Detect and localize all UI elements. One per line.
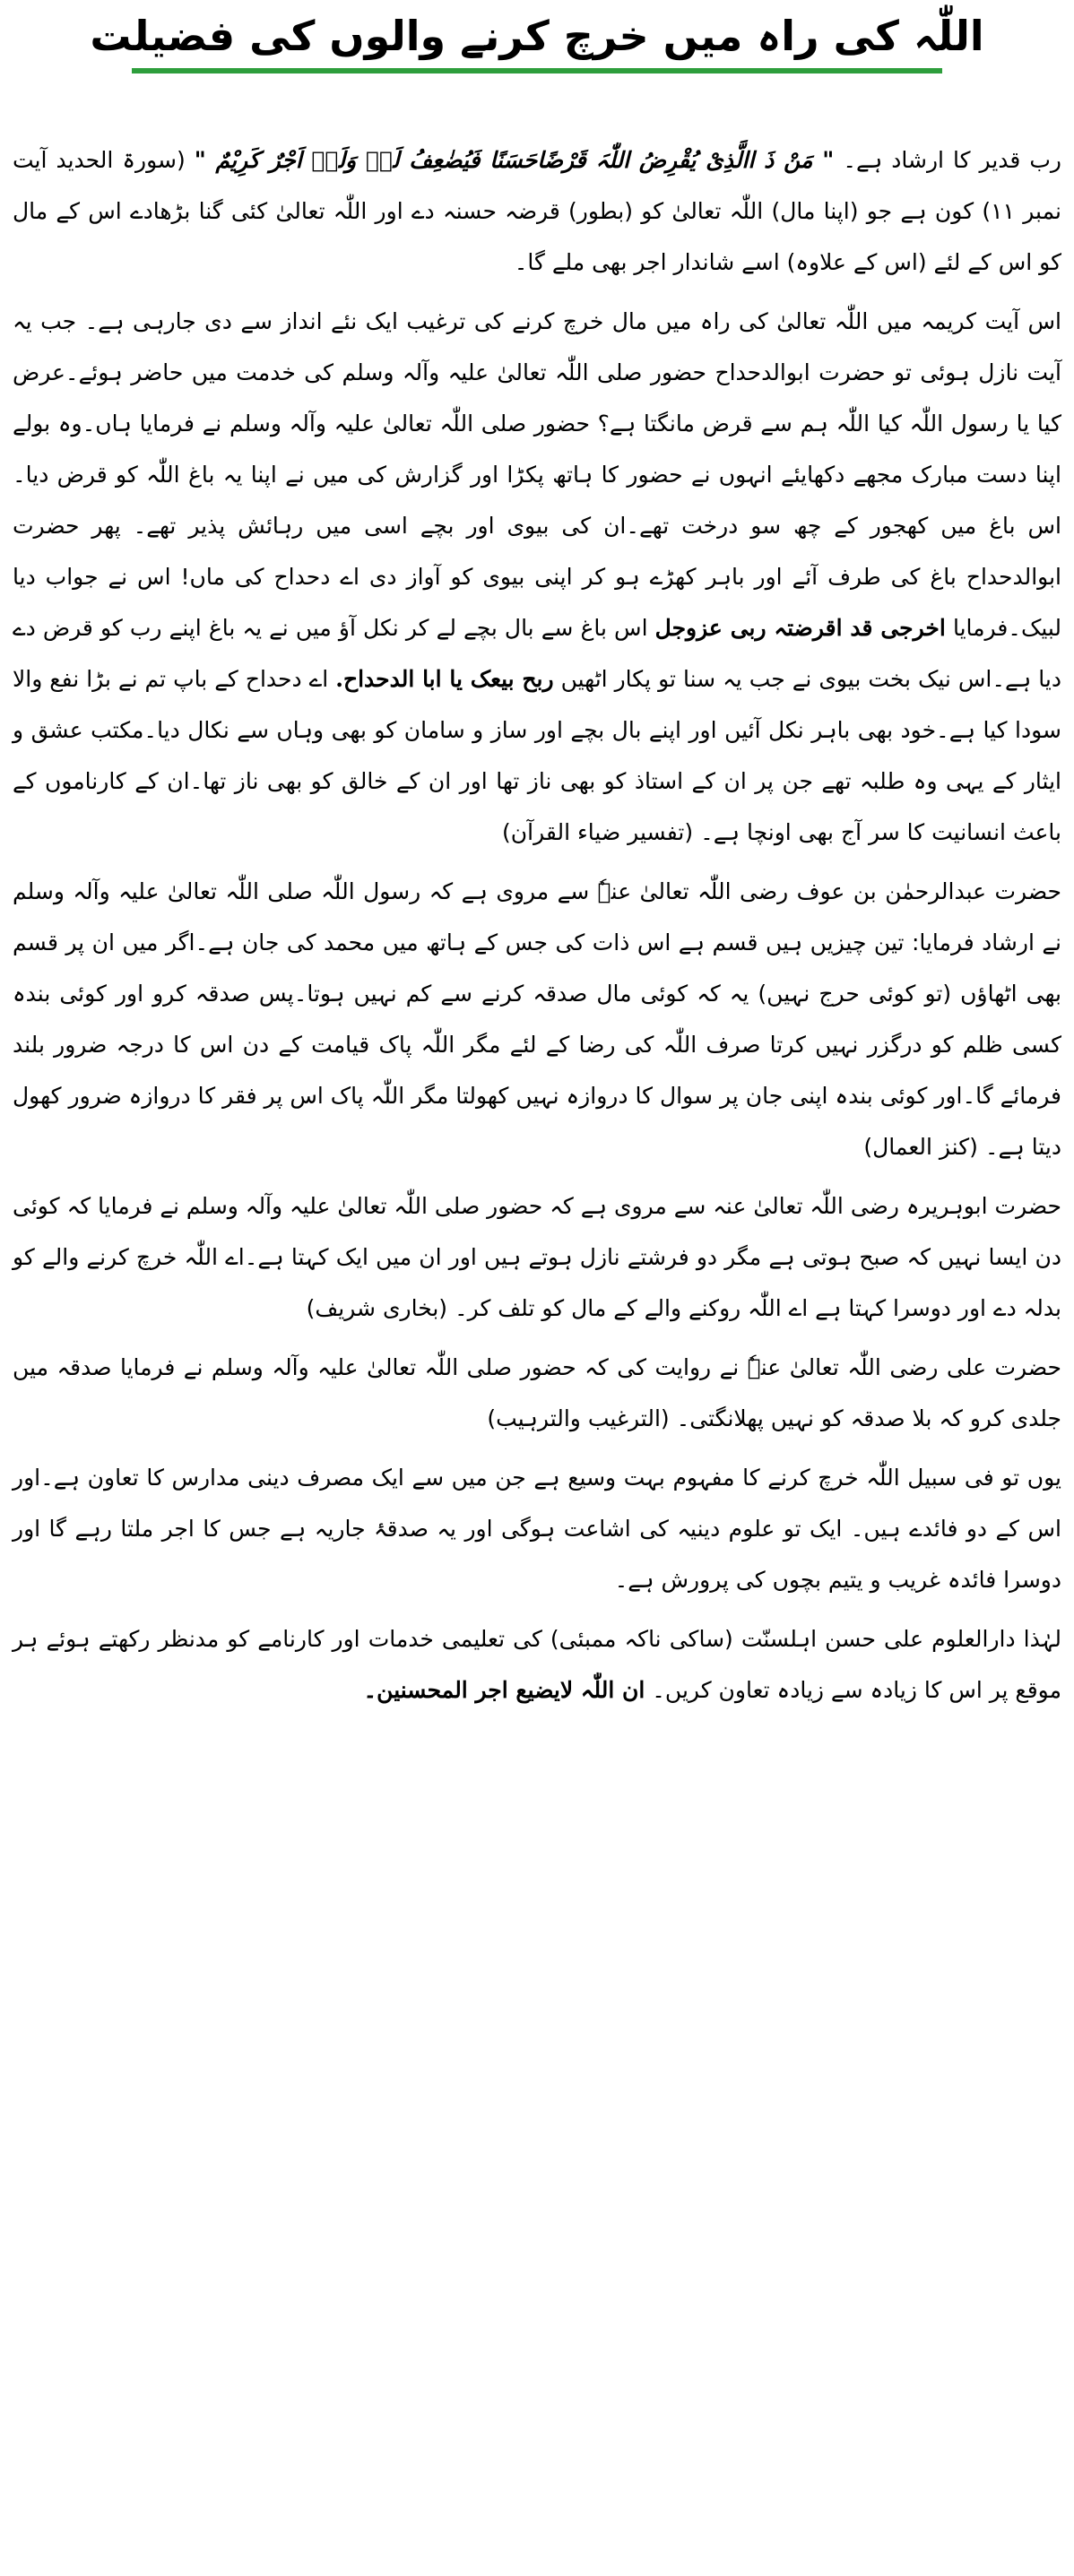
- body-text: یوں تو فی سبیل اللّٰہ خرچ کرنے کا مفہوم بہت وسیع ہے جن میں سے ایک مصرف دینی مدارس کا تعاون ہے۔اور اس کے دو فائدے ہیں۔ ایک تو علوم دینیہ کی اشاعت ہوگی اور یہ صدقۂ جاریہ ہے جس کا اجر ملتا رہے گا اور دوسرا فائدہ غریب و یتیم بچوں کی پرورش ہے۔: [13, 1465, 1061, 1593]
- paragraph-hadith-ali: [13, 1342, 1061, 1444]
- article-body: [13, 134, 1061, 1716]
- hadith-text: حضرت ابوہریرہ رضی اللّٰہ تعالیٰ عنہ سے مروی ہے کہ حضور صلی اللّٰہ تعالیٰ علیہ وآلہ وسلم نے فرمایا کہ کوئی دن ایسا نہیں کہ صبح ہوتی ہے مگر دو فرشتے نازل ہوتے ہیں اور ان میں ایک کہتا ہے۔اے اللّٰہ خرچ کرنے والے کو بدلہ دے اور دوسرا کہتا ہے اے اللّٰہ روکنے والے کے مال کو تلف کر۔: [13, 1193, 1061, 1321]
- arabic-quote: اخرجی قد اقرضتہ ربی عزوجل: [654, 615, 946, 641]
- quran-verse: " مَنْ ذَ االَّذِیْ یُقْرِضُ اللّٰہَ قَرْضًاحَسَنًا فَیُضٰعِفُ لَہٗ وَلَہٗ اَجْرٌ کَرِیْمٌ ": [194, 147, 835, 173]
- title-underline: [132, 68, 942, 73]
- paragraph-abu-dahdah: [13, 296, 1061, 858]
- source-reference: (کنز العمال): [863, 1134, 978, 1160]
- verse-translation: (سورۃ الحدید آیت نمبر ۱۱) کون ہے جو (اپنا مال) اللّٰہ تعالیٰ کو (بطور) قرضہ حسنہ دے اور اللّٰہ تعالیٰ کئی گنا بڑھادے اس کے مال کو اس کے لئے (اس کے علاوہ) اسے شاندار اجر بھی ملے گا۔: [13, 147, 1061, 275]
- verse-intro: رب قدیر کا ارشاد ہے۔: [843, 147, 1061, 173]
- hadith-text: حضرت علی رضی اللّٰہ تعالیٰ عنہٗ نے روایت کی کہ حضور صلی اللّٰہ تعالیٰ علیہ وآلہ وسلم نے فرمایا صدقہ میں جلدی کرو کہ بلا صدقہ کو نہیں پھلانگتی۔: [13, 1354, 1061, 1431]
- paragraph-verse: [13, 134, 1061, 288]
- arabic-quote: ربح بیعک یا ابا الدحداح.: [335, 666, 554, 692]
- narrative-text: اے دحداح کے باپ تم نے بڑا نفع والا سودا کیا ہے۔خود بھی باہر نکل آئیں اور اپنے بال بچے اور ساز و سامان کو بھی وہاں سے نکال دیا۔مکتب عشق و ایثار کے یہی وہ طلبہ تھے جن پر ان کے استاذ کو بھی ناز تھا اور ان کے خالق کو بھی ناز تھا۔ان کے کارناموں کے باعث انسانیت کا سر آج بھی اونچا ہے۔: [13, 666, 1061, 845]
- paragraph-hadith-abu-hurairah: [13, 1180, 1061, 1334]
- header: [13, 0, 1061, 73]
- body-text: لہٰذا دارالعلوم علی حسن اہلسنّت (ساکی ناکہ ممبئی) کی تعلیمی خدمات اور کارنامے کو مدنظر رکھتے ہوئے ہر موقع پر اس کا زیادہ سے زیادہ تعاون کریں۔: [13, 1626, 1061, 1703]
- source-reference: (بخاری شریف): [306, 1295, 448, 1321]
- narrative-text: اس باغ سے بال بچے لے کر نکل آؤ میں نے یہ باغ اپنے رب کو قرض دے دیا ہے۔اس نیک بخت بیوی نے جب یہ سنا تو پکار اٹھیں: [13, 615, 1061, 692]
- paragraph-madaris: [13, 1452, 1061, 1605]
- source-reference: (الترغیب والترہیب): [487, 1405, 670, 1431]
- paragraph-hadith-abdurrahman: [13, 866, 1061, 1172]
- page-title: اللّٰہ کی راہ میں خرچ کرنے والوں کی فضیلت: [90, 12, 984, 60]
- narrative-text: اس آیت کریمہ میں اللّٰہ تعالیٰ کی راہ میں مال خرچ کرنے کی ترغیب ایک نئے انداز سے دی جارہی ہے۔ جب یہ آیت نازل ہوئی تو حضرت ابوالدحداح حضور صلی اللّٰہ تعالیٰ علیہ وآلہ وسلم کی خدمت میں حاضر ہوئے۔عرض کیا یا رسول اللّٰہ کیا اللّٰہ ہم سے قرض مانگتا ہے؟ حضور صلی اللّٰہ تعالیٰ علیہ وآلہ وسلم نے فرمایا ہاں۔وہ بولے اپنا دست مبارک مجھے دکھایئے انہوں نے حضور کا ہاتھ پکڑا اور گزارش کی میں نے اپنا یہ باغ اللّٰہ کو قرض دیا۔اس باغ میں کھجور کے چھ سو درخت تھے۔ان کی بیوی اور بچے اسی میں رہائش پذیر تھے۔ پھر حضرت ابوالدحداح باغ کی طرف آئے اور باہر کھڑے ہو کر اپنی بیوی کو آواز دی اے دحداح کی ماں! اس نے جواب دیا لبیک۔فرمایا: [13, 308, 1062, 641]
- source-reference: (تفسیر ضیاء القرآن): [502, 819, 694, 845]
- arabic-quote: ان اللّٰہ لایضیع اجر المحسنین۔: [363, 1677, 645, 1703]
- paragraph-appeal: [13, 1613, 1061, 1716]
- hadith-text: حضرت عبدالرحمٰن بن عوف رضی اللّٰہ تعالیٰ عنہٗ سے مروی ہے کہ رسول اللّٰہ صلی اللّٰہ تعالیٰ علیہ وآلہ وسلم نے ارشاد فرمایا: تین چیزیں ہیں قسم ہے اس ذات کی جس کے ہاتھ میں محمد کی جان ہے۔اگر میں ان پر قسم بھی اٹھاؤں (تو کوئی حرج نہیں) یہ کہ کوئی مال صدقہ کرنے سے کم نہیں ہوتا۔پس صدقہ کرو اور کوئی بندہ کسی ظلم کو درگزر نہیں کرتا صرف اللّٰہ کی رضا کے لئے مگر اللّٰہ پاک قیامت کے دن اس کا درجہ ضرور بلند فرمائے گا۔اور کوئی بندہ اپنی جان پر سوال کا دروازہ نہیں کھولتا مگر اللّٰہ پاک اس پر فقر کا دروازہ ضرور کھول دیتا ہے۔: [13, 878, 1061, 1160]
